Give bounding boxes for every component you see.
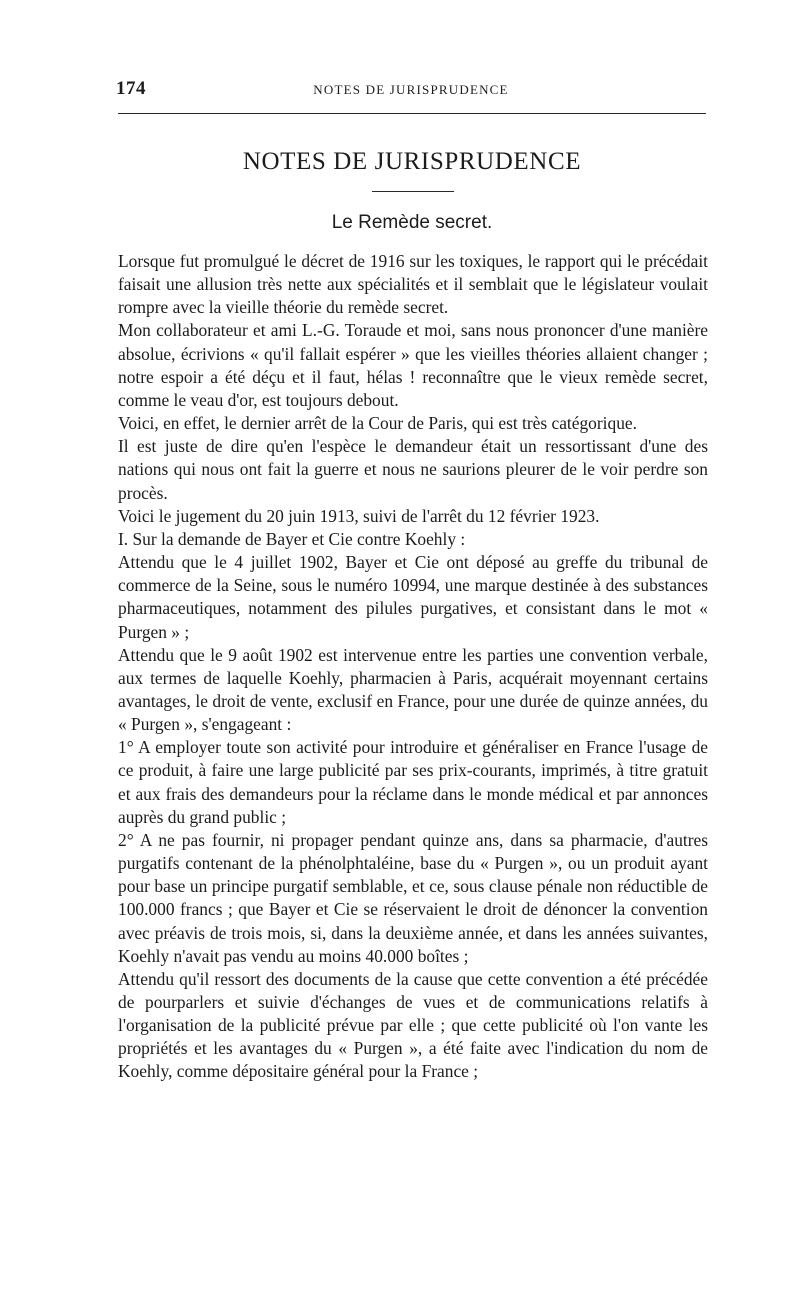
paragraph: I. Sur la demande de Bayer et Cie contre Koehly : <box>118 528 466 549</box>
running-title: NOTES DE JURISPRUDENCE <box>313 82 509 97</box>
paragraph: 2° A ne pas fournir, ni propager pendant quinze ans, dans sa pharmacie, d'autres purgatifs contenant de la phénolphtaléine, base du « Purgen », ou un produit ayant pour base un principe purgatif semblable, et ce, sous clause pénale non réductible de 100.000 francs ; que Bayer et Cie se réservaient le droit de dénoncer la convention avec préavis de trois mois, si, dans la deuxième année, et dans les années suivantes, Koehly n'avait pas vendu au moins 40.000 boîtes ; <box>118 829 708 966</box>
title-underline <box>372 191 454 192</box>
paragraph: Voici, en effet, le dernier arrêt de la Cour de Paris, qui est très catégorique. <box>118 413 637 434</box>
paragraph: Attendu qu'il ressort des documents de la cause que cette convention a été précédée de pourparlers et suivie d'échanges de vues et de communications relatifs à l'organisation de la publicité prévue par elle ; que cette publicité où l'on vante les propriétés et les avantages du « Purgen », a été faite avec l'indication du nom de Koehly, comme dépositaire général pour la France ; <box>118 968 708 1082</box>
paragraph: Voici le jugement du 20 juin 1913, suivi de l'arrêt du 12 février 1923. <box>118 505 600 526</box>
article-body <box>118 250 708 1084</box>
paragraph: Mon collaborateur et ami L.-G. Toraude et moi, sans nous prononcer d'une manière absolue, écrivions « qu'il fallait espérer » que les vieilles théories allaient changer ; notre espoir a été déçu et il faut, hélas ! reconnaître que le vieux remède secret, comme le veau d'or, est toujours debout. <box>118 320 708 410</box>
paragraph: Attendu que le 9 août 1902 est intervenue entre les parties une convention verbale, aux termes de laquelle Koehly, pharmacien à Paris, acquérait moyennant certains avantages, le droit de vente, exclusif en France, pour une durée de quinze années, du « Purgen », s'engageant : <box>118 644 708 735</box>
paragraph: 1° A employer toute son activité pour introduire et généraliser en France l'usage de ce produit, à faire une large publicité par ses prix-courants, imprimés, à titre gratuit et aux frais des demandeurs pour la réclame dans le monde médical et par annonces auprès du grand public ; <box>118 737 708 827</box>
page-number: 174 <box>116 78 146 99</box>
section-title: NOTES DE JURISPRUDENCE <box>242 148 582 175</box>
paragraph: Il est juste de dire qu'en l'espèce le demandeur était un ressortissant d'une des nations qui nous ont fait la guerre et nous ne saurions pleurer de le voir perdre son procès. <box>118 436 708 503</box>
paragraph: Lorsque fut promulgué le décret de 1916 sur les toxiques, le rapport qui le précédait faisait une allusion très nette aux spécialités et il semblait que le législateur voulait rompre avec la vieille théorie du remède secret. <box>118 251 708 318</box>
article-subtitle: Le Remède secret. <box>331 212 493 233</box>
running-header <box>116 78 706 102</box>
header-rule <box>118 113 706 114</box>
paragraph: Attendu que le 4 juillet 1902, Bayer et Cie ont déposé au greffe du tribunal de commerce de la Seine, sous le numéro 10994, une marque destinée à des substances pharmaceutiques, notamment des pilules purgatives, et consistant dans le mot « Purgen » ; <box>118 552 708 642</box>
